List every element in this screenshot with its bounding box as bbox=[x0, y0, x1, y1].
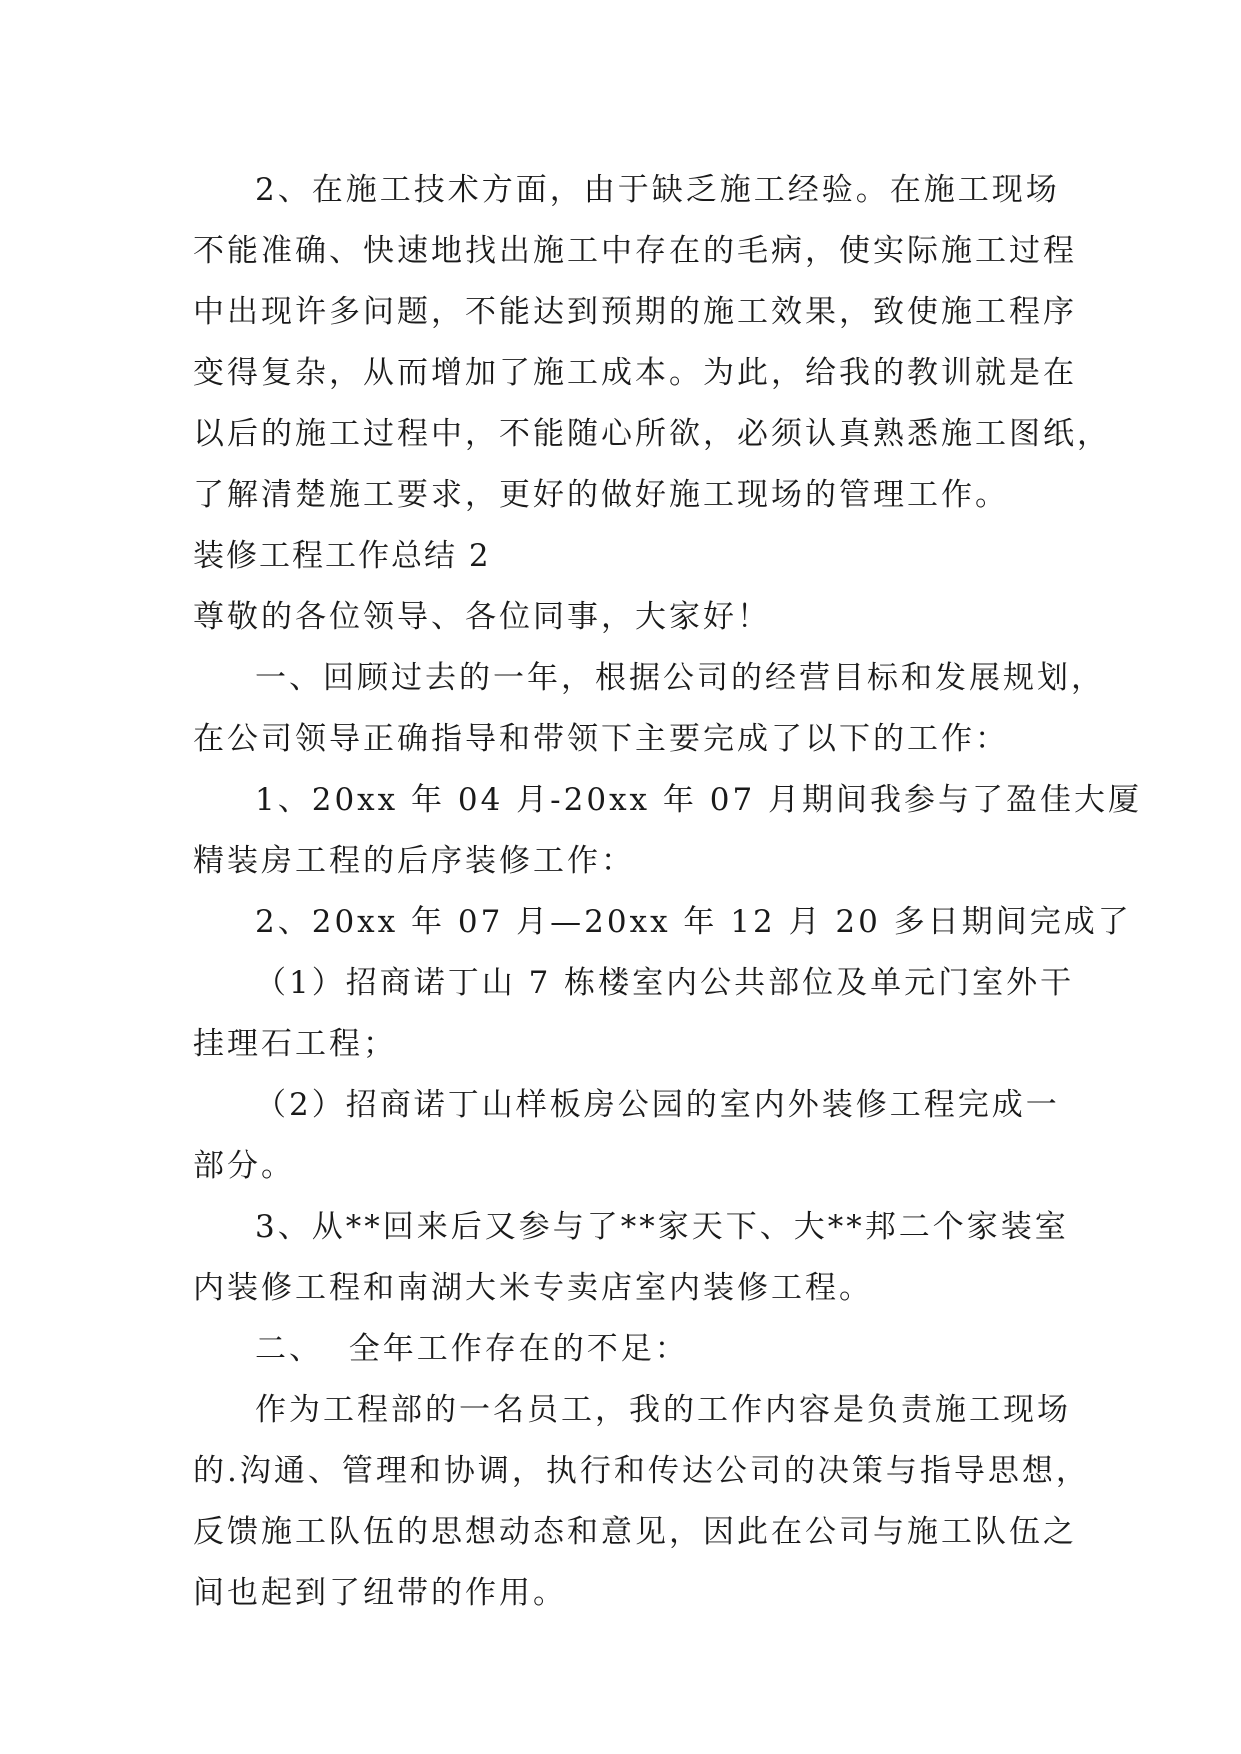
paragraph-line: 2、在施工技术方面，由于缺乏施工经验。在施工现场 bbox=[255, 172, 1060, 208]
subsection-heading: 二、 全年工作存在的不足： bbox=[255, 1331, 689, 1367]
paragraph-line: 反馈施工队伍的思想动态和意见，因此在公司与施工队伍之 bbox=[193, 1514, 1077, 1550]
paragraph-line: 在公司领导正确指导和带领下主要完成了以下的工作： bbox=[193, 721, 1009, 757]
sub-item-line: （1）招商诺丁山 7 栋楼室内公共部位及单元门室外干 bbox=[255, 965, 1075, 1001]
paragraph-line: 的.沟通、管理和协调，执行和传达公司的决策与指导思想， bbox=[193, 1453, 1090, 1489]
list-item-line: 精装房工程的后序装修工作： bbox=[193, 843, 635, 879]
paragraph-line: 间也起到了纽带的作用。 bbox=[193, 1575, 567, 1611]
paragraph-line: 作为工程部的一名员工，我的工作内容是负责施工现场 bbox=[255, 1392, 1071, 1428]
paragraph-line: 变得复杂，从而增加了施工成本。为此，给我的教训就是在 bbox=[193, 355, 1077, 391]
paragraph-line: 不能准确、快速地找出施工中存在的毛病，使实际施工过程 bbox=[193, 233, 1077, 269]
paragraph-line: 一、回顾过去的一年，根据公司的经营目标和发展规划， bbox=[255, 660, 1105, 696]
section-title: 装修工程工作总结 2 bbox=[193, 538, 491, 574]
list-item-line: 内装修工程和南湖大米专卖店室内装修工程。 bbox=[193, 1270, 873, 1306]
list-item-line: 1、20xx 年 04 月-20xx 年 07 月期间我参与了盈佳大厦 bbox=[255, 782, 1143, 818]
list-item-line: 3、从**回来后又参与了**家天下、大**邦二个家装室 bbox=[255, 1209, 1069, 1245]
sub-item-line: 挂理石工程； bbox=[193, 1026, 397, 1062]
paragraph-line: 了解清楚施工要求，更好的做好施工现场的管理工作。 bbox=[193, 477, 1009, 513]
list-item-line: 2、20xx 年 07 月—20xx 年 12 月 20 多日期间完成了 bbox=[255, 904, 1132, 940]
sub-item-line: （2）招商诺丁山样板房公园的室内外装修工程完成一 bbox=[255, 1087, 1060, 1123]
document-body bbox=[193, 160, 1143, 1624]
greeting-line: 尊敬的各位领导、各位同事，大家好！ bbox=[193, 599, 771, 635]
sub-item-line: 部分。 bbox=[193, 1148, 295, 1184]
paragraph-line: 中出现许多问题，不能达到预期的施工效果，致使施工程序 bbox=[193, 294, 1077, 330]
paragraph-line: 以后的施工过程中，不能随心所欲，必须认真熟悉施工图纸， bbox=[193, 416, 1111, 452]
